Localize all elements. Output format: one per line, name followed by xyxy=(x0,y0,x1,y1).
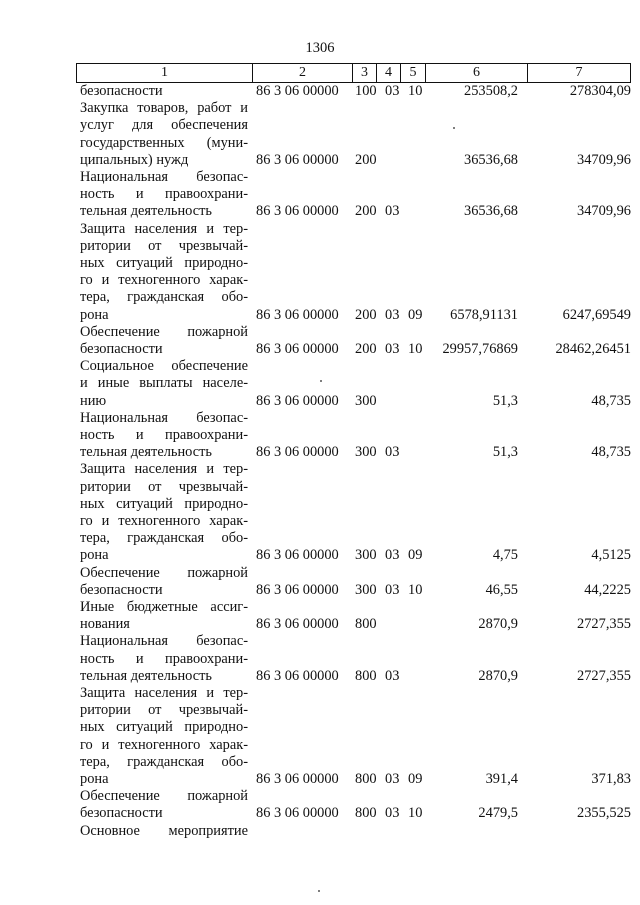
budget-code: 86 3 06 00000 xyxy=(256,203,339,220)
expense-type-code: 200 xyxy=(355,306,377,323)
description-line: ных ситуаций природно- xyxy=(80,495,248,512)
table-row xyxy=(0,788,640,822)
description-line: безопасности xyxy=(80,83,163,99)
budget-code: 86 3 06 00000 xyxy=(256,151,339,168)
budget-code: 86 3 06 00000 xyxy=(256,667,339,684)
subsection-code: 09 xyxy=(408,547,423,564)
description-line: государственных (муни- xyxy=(80,134,248,151)
table-row xyxy=(0,410,640,462)
section-code: 03 xyxy=(385,203,400,220)
description-line: тера, гражданская обо- xyxy=(80,289,248,306)
row-description xyxy=(80,358,248,410)
budget-code: 86 3 06 00000 xyxy=(256,306,339,323)
amount-col-6: 36536,68 xyxy=(464,203,518,220)
amount-col-7: 371,83 xyxy=(591,771,631,787)
amount-col-6: 51,3 xyxy=(492,392,518,409)
section-code: 03 xyxy=(385,547,400,564)
expense-type-code: 800 xyxy=(355,805,377,822)
expense-type-code: 300 xyxy=(355,547,377,564)
amount-col-7: 2355,525 xyxy=(577,805,631,822)
header-col-2: 2 xyxy=(252,64,352,82)
section-code: 03 xyxy=(385,667,400,684)
section-code: 03 xyxy=(385,306,400,323)
section-code: 03 xyxy=(385,83,400,99)
budget-code: 86 3 06 00000 xyxy=(256,616,339,633)
description-line: Основное мероприятие xyxy=(80,822,248,839)
expense-type-code: 200 xyxy=(355,340,377,357)
description-line: тера, гражданская обо- xyxy=(80,530,248,547)
expense-type-code: 300 xyxy=(355,392,377,409)
amount-col-7: 28462,26451 xyxy=(555,340,631,357)
description-line: ритории от чрезвычай- xyxy=(80,478,248,495)
amount-col-7: 278304,09 xyxy=(569,83,631,99)
description-line: тельная деятельность xyxy=(80,203,212,220)
expense-type-code: 300 xyxy=(355,581,377,598)
description-line: рона xyxy=(80,547,109,564)
description-line: рона xyxy=(80,306,109,323)
table-row xyxy=(0,685,640,788)
description-line: нования xyxy=(80,616,130,633)
table-row xyxy=(0,633,640,685)
table-row xyxy=(0,221,640,324)
description-line: го и техногенного харак- xyxy=(80,272,248,289)
amount-col-7: 44,2225 xyxy=(584,581,631,598)
amount-col-6: 6578,91131 xyxy=(450,306,518,323)
subsection-code: 10 xyxy=(408,805,423,822)
table-row xyxy=(0,565,640,599)
description-line: Обеспечение пожарной xyxy=(80,788,248,805)
amount-col-7: 34709,96 xyxy=(577,203,631,220)
header-col-1: 1 xyxy=(161,65,168,80)
amount-col-7: 6247,69549 xyxy=(562,306,631,323)
section-code: 03 xyxy=(385,444,400,461)
subsection-code: 09 xyxy=(408,306,423,323)
amount-col-6: 2479,5 xyxy=(478,805,518,822)
amount-col-7: 34709,96 xyxy=(577,151,631,168)
page-number: 1306 xyxy=(305,40,335,56)
row-description xyxy=(80,461,248,564)
amount-col-7: 2727,355 xyxy=(577,667,631,684)
scan-speck xyxy=(318,890,320,892)
description-line: Защита населения и тер- xyxy=(80,461,248,478)
row-description xyxy=(80,633,248,685)
expense-type-code: 200 xyxy=(355,151,377,168)
budget-code: 86 3 06 00000 xyxy=(256,83,339,99)
description-line: Обеспечение пожарной xyxy=(80,323,248,340)
row-description xyxy=(80,169,248,221)
description-line: и иные выплаты населе- xyxy=(80,375,248,392)
scan-speck xyxy=(320,380,322,382)
row-description xyxy=(80,685,248,788)
description-line: Защита населения и тер- xyxy=(80,220,248,237)
description-line: Социальное обеспечение xyxy=(80,358,248,375)
amount-col-6: 4,75 xyxy=(492,547,518,564)
subsection-code: 10 xyxy=(408,340,423,357)
amount-col-6: 51,3 xyxy=(492,444,518,461)
amount-col-6: 36536,68 xyxy=(464,151,518,168)
amount-col-6: 46,55 xyxy=(485,581,518,598)
section-code: 03 xyxy=(385,771,400,787)
expense-type-code: 300 xyxy=(355,444,377,461)
section-code: 03 xyxy=(385,340,400,357)
budget-code: 86 3 06 00000 xyxy=(256,444,339,461)
row-description xyxy=(80,599,248,633)
row-description xyxy=(80,221,248,324)
description-line: услуг для обеспечения xyxy=(80,117,248,134)
description-line: го и техногенного харак- xyxy=(80,512,248,529)
subsection-code: 10 xyxy=(408,83,423,99)
amount-col-6: 391,4 xyxy=(485,771,518,787)
expense-type-code: 200 xyxy=(355,203,377,220)
scan-speck xyxy=(453,127,455,129)
table-row xyxy=(0,169,640,221)
expense-type-code: 800 xyxy=(355,771,377,787)
description-line: ритории от чрезвычай- xyxy=(80,237,248,254)
description-line: ность и правоохрани- xyxy=(80,186,248,203)
subsection-code: 09 xyxy=(408,771,423,787)
table-row xyxy=(0,823,640,840)
description-line: Национальная безопас- xyxy=(80,169,248,185)
header-col-5: 5 xyxy=(400,64,425,82)
amount-col-6: 29957,76869 xyxy=(442,340,518,357)
amount-col-7: 4,5125 xyxy=(591,547,631,564)
description-line: ных ситуаций природно- xyxy=(80,719,248,736)
budget-code: 86 3 06 00000 xyxy=(256,340,339,357)
table-row xyxy=(0,358,640,410)
table-row xyxy=(0,83,640,100)
amount-col-7: 2727,355 xyxy=(577,616,631,633)
description-line: безопасности xyxy=(80,581,163,598)
description-line: безопасности xyxy=(80,805,163,822)
description-line: ритории от чрезвычай- xyxy=(80,702,248,719)
description-line: Защита населения и тер- xyxy=(80,685,248,701)
description-line: тера, гражданская обо- xyxy=(80,753,248,770)
description-line: Национальная безопас- xyxy=(80,409,248,426)
description-line: Национальная безопас- xyxy=(80,633,248,650)
header-col-6: 6 xyxy=(425,64,527,82)
amount-col-7: 48,735 xyxy=(591,444,631,461)
amount-col-6: 2870,9 xyxy=(478,667,518,684)
description-line: ных ситуаций природно- xyxy=(80,254,248,271)
description-line: тельная деятельность xyxy=(80,444,212,461)
row-description xyxy=(80,565,248,599)
subsection-code: 10 xyxy=(408,581,423,598)
budget-code: 86 3 06 00000 xyxy=(256,392,339,409)
description-line: Иные бюджетные ассиг- xyxy=(80,599,248,615)
header-col-3: 3 xyxy=(352,64,376,82)
table-row xyxy=(0,461,640,564)
expense-type-code: 100 xyxy=(355,83,377,99)
table-row xyxy=(0,599,640,633)
description-line: ность и правоохрани- xyxy=(80,650,248,667)
description-line: го и техногенного харак- xyxy=(80,736,248,753)
table-row xyxy=(0,324,640,358)
section-code: 03 xyxy=(385,805,400,822)
description-line: Закупка товаров, работ и xyxy=(80,100,248,117)
description-line: тельная деятельность xyxy=(80,667,212,684)
header-col-4: 4 xyxy=(376,64,400,82)
row-description xyxy=(80,324,248,358)
expense-type-code: 800 xyxy=(355,616,377,633)
description-line: нию xyxy=(80,392,107,409)
amount-col-6: 253508,2 xyxy=(464,83,518,99)
table-row xyxy=(0,100,640,169)
row-description xyxy=(80,83,248,100)
description-line: ципальных) нужд xyxy=(80,151,189,168)
budget-code: 86 3 06 00000 xyxy=(256,581,339,598)
description-line: рона xyxy=(80,770,109,787)
row-description xyxy=(80,410,248,462)
description-line: ность и правоохрани- xyxy=(80,426,248,443)
row-description xyxy=(80,100,248,169)
description-line: безопасности xyxy=(80,340,163,357)
row-description xyxy=(80,823,248,840)
budget-code: 86 3 06 00000 xyxy=(256,805,339,822)
amount-col-6: 2870,9 xyxy=(478,616,518,633)
header-col-7: 7 xyxy=(527,64,630,82)
section-code: 03 xyxy=(385,581,400,598)
expense-type-code: 800 xyxy=(355,667,377,684)
budget-code: 86 3 06 00000 xyxy=(256,771,339,787)
row-description xyxy=(80,788,248,822)
description-line: Обеспечение пожарной xyxy=(80,564,248,581)
budget-code: 86 3 06 00000 xyxy=(256,547,339,564)
amount-col-7: 48,735 xyxy=(591,392,631,409)
